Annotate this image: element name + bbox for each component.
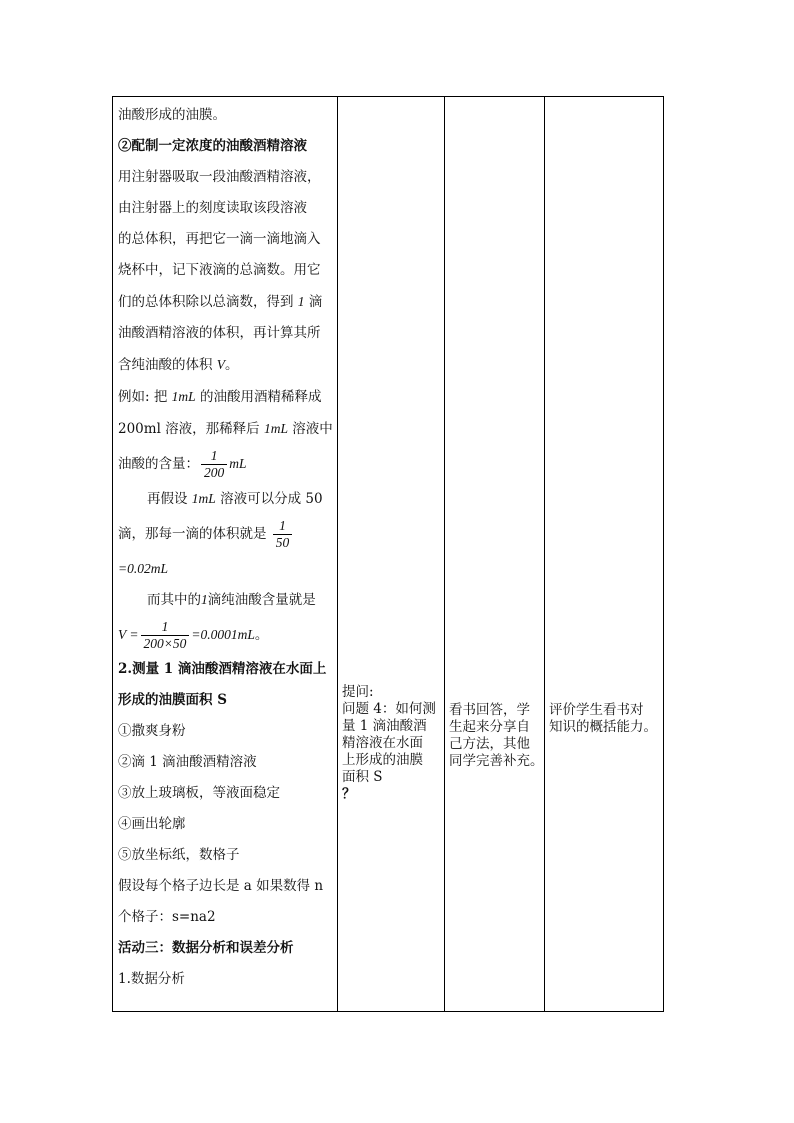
fraction: $\frac{1}{200}$ — [201, 448, 227, 481]
step-item: ②滴 1 滴油酸酒精溶液 — [118, 754, 257, 770]
text-line: 个格子：s=na2 — [118, 909, 216, 925]
text-line: 由注射器上的刻度读取该段溶液 — [118, 200, 307, 216]
text-line: 用注射器吸取一段油酸酒精溶液， — [118, 169, 321, 185]
text-line: 1.数据分析 — [118, 971, 185, 987]
text-line: 油酸酒精溶液的体积，再计算其所 — [118, 325, 321, 341]
text-line: 烧杯中，记下液滴的总滴数。用它 — [118, 262, 321, 278]
column-divider — [337, 96, 338, 1012]
step-item: ③放上玻璃板，等液面稳定 — [118, 785, 280, 801]
example-line: 200ml 溶液，那稀释后 1mL 溶液中 — [118, 421, 333, 437]
formula-line: V = $\frac{1}{200\times 50}$ =0.0001mL。 — [118, 619, 269, 651]
fraction: $\frac{1}{50}$ — [273, 518, 293, 551]
step-item: ⑤放坐标纸，数格子 — [118, 847, 240, 863]
cell-line: 同学完善补充。 — [449, 753, 544, 769]
student-activity-cell — [449, 702, 545, 770]
teacher-activity-cell — [342, 684, 442, 803]
text-line: 假设每个格子边长是 a 如果数得 n — [118, 878, 324, 894]
question-mark: ？ — [342, 786, 356, 802]
example-line: 例如: 把 1mL 的油酸用酒精稀释成 — [118, 389, 322, 405]
section-heading: 形成的油膜面积 S — [118, 692, 227, 708]
cell-line: 问题 4：如何测 — [342, 701, 436, 717]
section-heading: 活动三：数据分析和误差分析 — [118, 940, 294, 956]
cell-line: 己方法，其他 — [449, 736, 530, 752]
text-line: 而其中的1滴纯油酸含量就是 — [147, 592, 316, 608]
text-line: 再假设 1mL 溶液可以分成 50 — [147, 491, 323, 507]
cell-line: 生起来分享自 — [449, 719, 530, 735]
cell-line: 提问: — [342, 684, 374, 700]
section-heading: 2.测量 1 滴油酸酒精溶液在水面上 — [118, 661, 327, 677]
cell-line: 评价学生看书对 — [549, 702, 644, 718]
design-intent-cell — [549, 702, 661, 736]
column-divider — [444, 96, 445, 1012]
cell-line: 量 1 滴油酸酒 — [342, 718, 427, 734]
text-line: 滴，那每一滴的体积就是 $\frac{1}{50}$ — [118, 515, 332, 553]
section-heading: ②配制一定浓度的油酸酒精溶液 — [118, 138, 307, 154]
text-line: 的总体积，再把它一滴一滴地滴入 — [118, 231, 321, 247]
cell-line: 面积 S — [342, 769, 383, 785]
cell-line: 精溶液在水面 — [342, 735, 423, 751]
fraction: $\frac{1}{200\times 50}$ — [141, 619, 190, 652]
example-line: 油酸的含量： $\frac{1}{200}$ mL — [118, 448, 247, 480]
cell-line: 看书回答，学 — [449, 702, 530, 718]
text-line: =0.02mL — [118, 561, 168, 576]
teaching-content-column — [118, 100, 332, 995]
cell-line: 知识的概括能力。 — [549, 719, 657, 735]
step-item: ④画出轮廓 — [118, 816, 186, 832]
step-item: ①撒爽身粉 — [118, 723, 186, 739]
text-line: 含纯油酸的体积 V。 — [118, 357, 239, 373]
text-line: 油酸形成的油膜。 — [118, 107, 226, 123]
column-divider — [544, 96, 545, 1012]
text-line: 们的总体积除以总滴数，得到 1 滴 — [118, 294, 323, 310]
cell-line: 上形成的油膜 — [342, 752, 423, 768]
